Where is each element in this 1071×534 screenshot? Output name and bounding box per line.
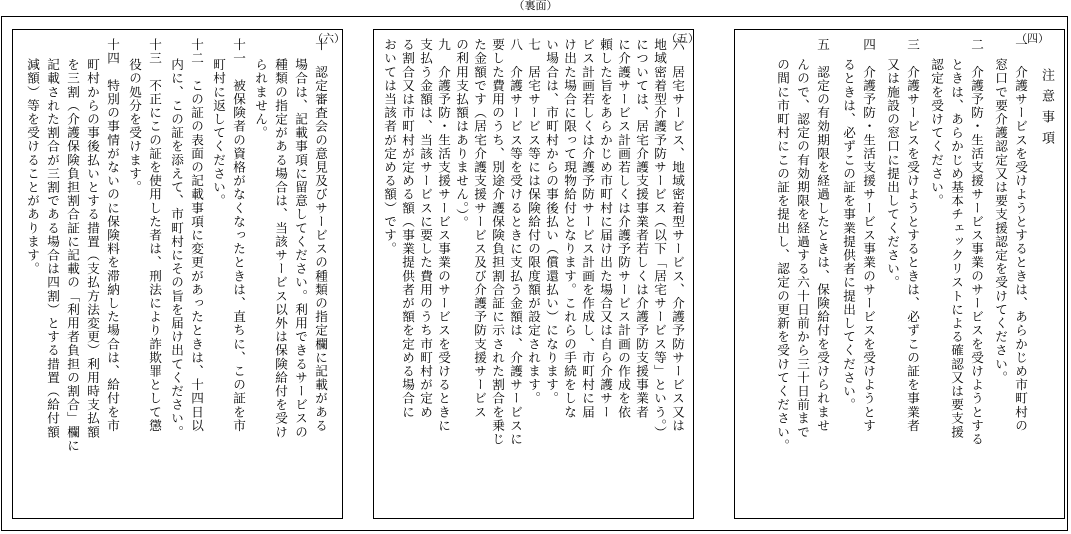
- panel-5-line: 六 居宅サービス、地域密着型サービス、介護予防サービス又は: [670, 38, 685, 433]
- panel-5-line: 頼した旨をあらかじめ市町村に届け出た場合又は自ら介護サー: [598, 38, 613, 419]
- panel-5-line: 八 介護サービス等を受けるときに支払う金額は、介護サービスに: [508, 38, 523, 446]
- panel-5-line: ビス計画若しくは介護予防サービス計画を作成し、市町村に届: [580, 38, 595, 419]
- panel-5-line: い場合は、市町村からの事後払い（償還払い）になります。: [544, 38, 559, 406]
- panel-number-6: （六）: [312, 32, 345, 45]
- panel-number-5: （五）: [666, 32, 699, 45]
- panel-4-line: の間に市町村にこの証を提出し、認定の更新を受けてください。: [775, 58, 790, 453]
- panel-5-line: 要した費用のうち、別途介護保険負担割合証に示された割合を乗じ: [490, 38, 505, 446]
- panel-6-line: 町村からの事後払いとする措置（支払方法変更）利用時支払額: [85, 58, 100, 439]
- panel-4-line: 又は施設の窓口に提出してください。: [885, 58, 900, 290]
- panel-6-line: 十一 被保険者の資格がなくなったときは、直ちに、この証を市: [231, 38, 246, 433]
- panel-4-line: 三 介護サービスを受けようとするときは、必ずこの証を事業者: [905, 38, 920, 433]
- page-label: （裏面）: [513, 0, 558, 12]
- panel-5-line: 支払う金額は、当該サービスに要した費用のうち市町村が定め: [418, 38, 433, 419]
- panel-5-line: の利用支払額はありません。）。: [454, 38, 469, 230]
- panel-6-line: 十四 特別の事情がないのに保険料を滞納した場合は、給付を市: [105, 38, 120, 433]
- panel-4-line: ときは、あらかじめ基本チェックリストによる確認又は要支援: [949, 58, 964, 439]
- panel-6: [12, 29, 343, 519]
- panel-4-line: 窓口で要介護認定又は要支援認定を受けてください。: [993, 58, 1008, 385]
- panel-5-line: る割合又は市町村が定める額（事業提供者が額を定める場合に: [400, 38, 415, 419]
- panel-6-line: 十二 この証の表面の記載事項に変更があったときは、十四日以: [189, 38, 204, 433]
- panel-5-line: については、居宅介護支援事業者若しくは介護予防支援事業者: [634, 38, 649, 419]
- panel-5-line: おいては当該者が定める額）です。: [382, 38, 397, 256]
- panel-6-line: 場合は、記載事項に留意してください。利用できるサービスの: [293, 58, 308, 439]
- panel-4-line: んので、認定の有効期限を経過する六十日前から三十日前まで: [795, 58, 810, 439]
- panel-6-line: 内に、この証を添えて、市町村にその旨を届け出てください。: [169, 58, 184, 439]
- panel-6-line: 種類の指定がある場合は、当該サービス以外は保険給付を受け: [273, 58, 288, 439]
- panel-6-line: 役の処分を受けます。: [127, 58, 142, 194]
- panel-4-line: 四 介護予防・生活支援サービス事業のサービスを受けようとす: [861, 38, 876, 433]
- panel-6-line: られません。: [253, 58, 268, 140]
- panel-4: [734, 29, 1065, 519]
- panel-4-line: 二 介護予防・生活支援サービス事業のサービスを受けようとする: [969, 38, 984, 446]
- panel-5-line: 九 介護予防・生活支援サービス事業のサービスを受けるときに: [436, 38, 451, 433]
- panel-number-4: （四）: [1016, 32, 1049, 45]
- panel-5: [373, 29, 694, 519]
- panel-6-line: を三割（介護保険負担割合証に記載の「利用者負担の割合」欄に: [65, 58, 80, 453]
- panel-5-line: に介護サービス計画若しくは介護予防サービス計画の作成を依: [616, 38, 631, 419]
- panel-4-line: 認定を受けてください。: [929, 58, 944, 208]
- panel-6-line: 十三 不正にこの証を使用した者は、刑法により詐欺罪として懲: [147, 38, 162, 433]
- notes-title: 注意事項: [1039, 68, 1054, 152]
- panel-5-line: 七 居宅サービス等には保険給付の限度額が設定されます。: [526, 38, 541, 406]
- panel-6-line: 十 認定審査会の意見及びサービスの種類の指定欄に記載がある: [313, 38, 328, 433]
- panel-4-line: るときは、必ずこの証を事業提供者に提出してください。: [841, 58, 856, 412]
- panel-5-line: た金額です（居宅介護支援サービス及び介護予防支援サービス: [472, 38, 487, 419]
- panel-5-line: け出た場合に限って現物給付となります。これらの手続をしな: [562, 38, 577, 419]
- panel-6-line: 記載された割合が三割である場合は四割）とする措置（給付額: [45, 58, 60, 439]
- panel-4-line: 一 介護サービスを受けようとするときは、あらかじめ市町村の: [1013, 38, 1028, 433]
- panel-6-line: 町村に返してください。: [211, 58, 226, 208]
- panel-6-line: 減額）等を受けることがあります。: [25, 58, 40, 276]
- panel-5-line: 地域密着型介護予防サービス（以下「居宅サービス等」という。）: [652, 38, 667, 440]
- panel-4-line: 五 認定の有効期限を経過したときは、保険給付を受けられませ: [815, 38, 830, 433]
